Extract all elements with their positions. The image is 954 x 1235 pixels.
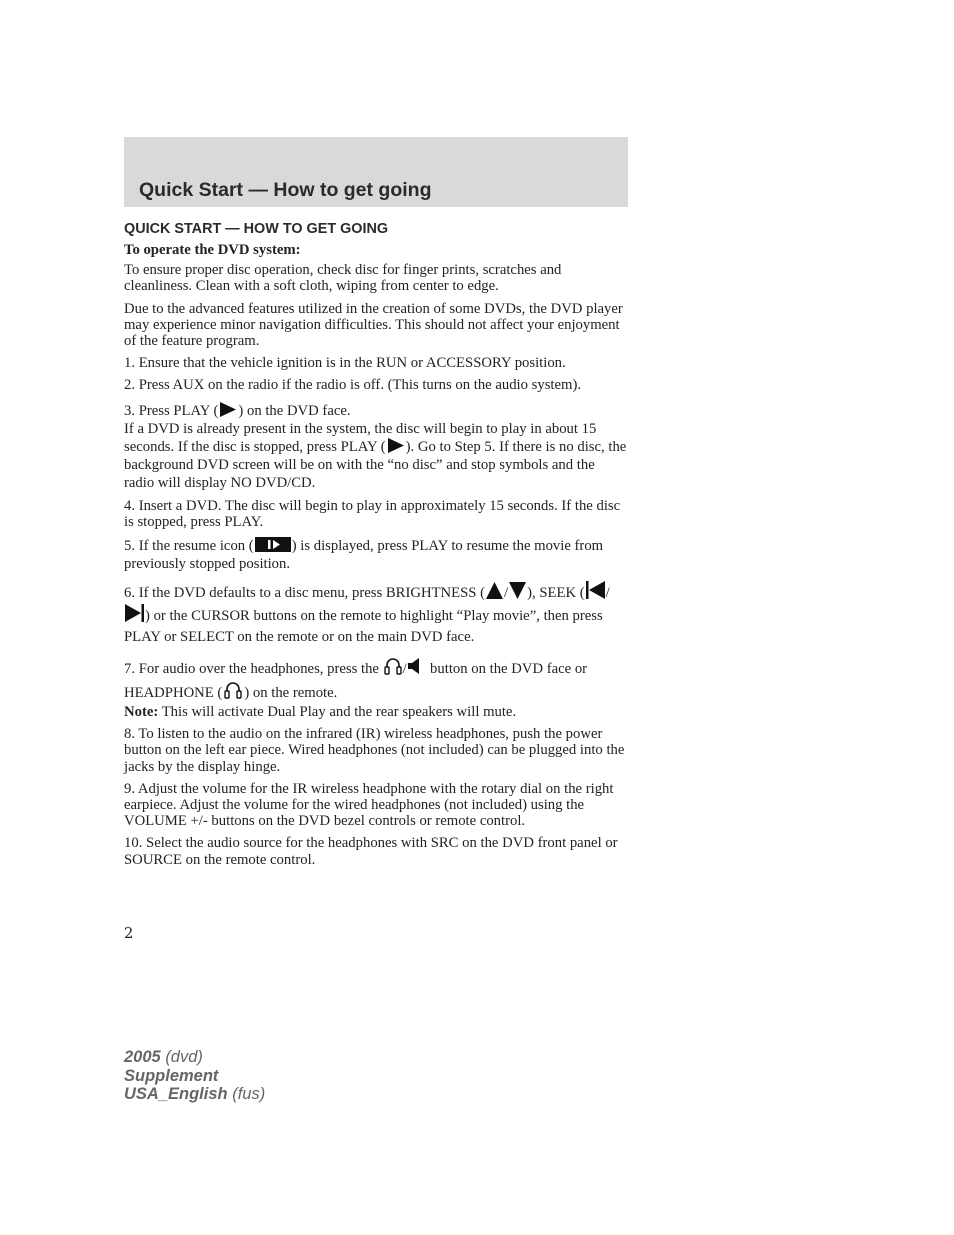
footer-line-3 <box>124 1085 265 1104</box>
note-label: Note: <box>124 704 159 721</box>
resume-icon <box>255 537 291 552</box>
step-6-text-c: ) or the CURSOR buttons on the remote to highlight “Play movie”, then press PLAY or SELECT on the remote or on the main DVD face. <box>124 608 603 646</box>
step-6 <box>124 581 628 648</box>
slash-separator: / <box>605 585 610 602</box>
step-3-text-c: If a DVD is already present in the system, the disc will begin to play in about 15 seconds. If the disc is stopped, press PLAY ( <box>124 420 597 455</box>
paragraph-disc-care: To ensure proper disc operation, check disc for finger prints, scratches and cleanliness. Clean with a soft cloth, wiping from center to edge. <box>124 262 562 295</box>
step-5 <box>124 537 628 573</box>
footer-line-2: Supplement <box>124 1066 219 1085</box>
slash-separator: / <box>402 661 407 678</box>
step-3-text-b: ) on the DVD face. <box>238 402 351 419</box>
step-8: 8. To listen to the audio on the infrared (IR) wireless headphones, push the power button on the left ear piece. Wired headphones (not included) can be plugged into the jacks by the display hinge. <box>124 726 625 775</box>
seek-back-icon <box>586 581 605 599</box>
step-5-text-b: ) is displayed, press PLAY to resume the movie from previously stopped position. <box>124 538 604 573</box>
step-6-text-b: ), SEEK ( <box>527 585 585 602</box>
page-title: Quick Start — How to get going <box>139 179 432 201</box>
main-content <box>124 220 628 868</box>
subheading: To operate the DVD system: <box>124 242 301 258</box>
play-icon <box>219 402 237 417</box>
slash-separator: / <box>504 585 509 602</box>
step-3-detail <box>124 420 628 492</box>
step-9: 9. Adjust the volume for the IR wireless headphone with the rotary dial on the right earpiece. Adjust the volume for the wired headphones (not included) using the VOLUME +/- buttons on the DVD bezel controls or remote control. <box>124 780 614 830</box>
headphone-icon <box>223 680 243 699</box>
step-1: 1. Ensure that the vehicle ignition is in the RUN or ACCESSORY position. <box>124 355 566 372</box>
section-heading: QUICK START — HOW TO GET GOING <box>124 221 389 237</box>
note <box>124 704 628 720</box>
step-5-text-a: 5. If the resume icon ( <box>124 538 254 555</box>
triangle-up-icon <box>486 582 503 599</box>
step-10: 10. Select the audio source for the headphones with SRC on the DVD front panel or SOURCE on the remote control. <box>124 835 618 868</box>
step-7-text-b: button on the DVD face or HEADPHONE ( <box>124 661 588 702</box>
triangle-down-icon <box>509 582 526 599</box>
footer-year: 2005 <box>124 1048 161 1066</box>
step-2: 2. Press AUX on the radio if the radio is off. (This turns on the audio system). <box>124 377 582 394</box>
note-text: This will activate Dual Play and the rear speakers will mute. <box>161 704 517 721</box>
footer-region: (fus) <box>232 1085 266 1103</box>
footer <box>124 1048 265 1104</box>
step-3-text-a: 3. Press PLAY ( <box>124 402 219 419</box>
headphone-icon <box>384 656 402 675</box>
step-7 <box>124 656 628 704</box>
footer-language: USA_English <box>124 1085 228 1103</box>
step-7-text-c: ) on the remote. <box>244 685 338 702</box>
step-3-text-d: ). Go to Step 5. If there is no disc, the background DVD screen will be on with the “no disc” and stop symbols and the radio will display NO DVD/CD. <box>124 438 627 491</box>
step-6-text-a: 6. If the DVD defaults to a disc menu, press BRIGHTNESS ( <box>124 585 486 602</box>
step-3 <box>124 402 628 420</box>
step-4: 4. Insert a DVD. The disc will begin to play in approximately 15 seconds. If the disc is stopped, press PLAY. <box>124 497 621 530</box>
play-icon <box>387 438 405 453</box>
step-7-text-a: 7. For audio over the headphones, press the <box>124 661 379 678</box>
page-number: 2 <box>124 925 134 942</box>
seek-forward-icon <box>125 604 144 622</box>
footer-model: (dvd) <box>165 1048 203 1066</box>
footer-line-1 <box>124 1048 265 1067</box>
paragraph-navigation: Due to the advanced features utilized in the creation of some DVDs, the DVD player may experience minor navigation difficulties. This should not affect your enjoyment of the feature program. <box>124 300 623 350</box>
speaker-icon <box>408 657 422 675</box>
header-band <box>124 137 628 207</box>
